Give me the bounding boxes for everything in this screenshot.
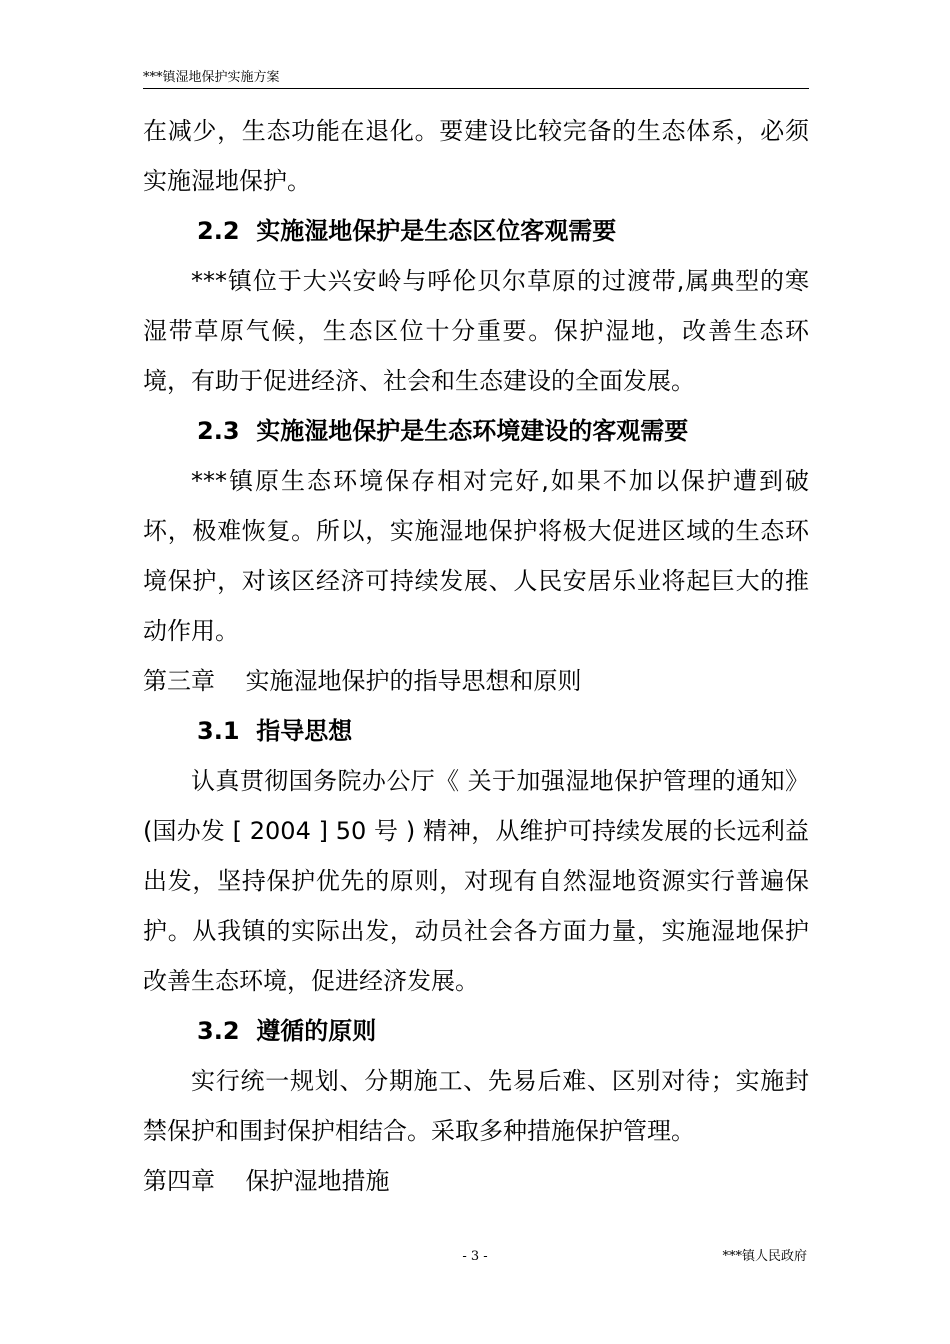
header-divider xyxy=(143,88,809,89)
section-heading-3-2: 3.2 遵循的原则 xyxy=(197,1017,377,1045)
paragraph-continued: 在减少，生态功能在退化。要建设比较完备的生态体系，必须实施湿地保护。 xyxy=(143,117,809,195)
chapter-4-title: 第四章 保护湿地措施 xyxy=(143,1167,390,1195)
footer-organization: ***镇人民政府 xyxy=(722,1249,807,1264)
section-heading-3-1: 3.1 指导思想 xyxy=(197,717,353,745)
section-heading-2-2: 2.2 实施湿地保护是生态区位客观需要 xyxy=(197,217,617,245)
paragraph-3-2: 实行统一规划、分期施工、先易后难、区别对待；实施封禁保护和围封保护相结合。采取多种措施保护管理。 xyxy=(143,1067,809,1145)
paragraph-3-1: 认真贯彻国务院办公厅《 关于加强湿地保护管理的通知》(国办发 [ 2004 ] 50 号 ) 精神，从维护可持续发展的长远利益出发，坚持保护优先的原则，对现有自然湿地资源实行普遍保护。从我镇的实际出发，动员社会各方面力量，实施湿地保护改善生态环境，促进经济发展。 xyxy=(143,767,809,995)
page-header: ***镇湿地保护实施方案 xyxy=(143,70,280,85)
page-number: - 3 - xyxy=(462,1249,488,1264)
document-body xyxy=(143,106,809,1206)
paragraph-2-2: ***镇位于大兴安岭与呼伦贝尔草原的过渡带,属典型的寒湿带草原气候，生态区位十分重要。保护湿地，改善生态环境，有助于促进经济、社会和生态建设的全面发展。 xyxy=(143,267,809,395)
section-heading-2-3: 2.3 实施湿地保护是生态环境建设的客观需要 xyxy=(197,417,689,445)
paragraph-2-3: ***镇原生态环境保存相对完好,如果不加以保护遭到破坏，极难恢复。所以，实施湿地保护将极大促进区域的生态环境保护，对该区经济可持续发展、人民安居乐业将起巨大的推动作用。 xyxy=(143,467,809,645)
chapter-3-title: 第三章 实施湿地保护的指导思想和原则 xyxy=(143,667,582,695)
